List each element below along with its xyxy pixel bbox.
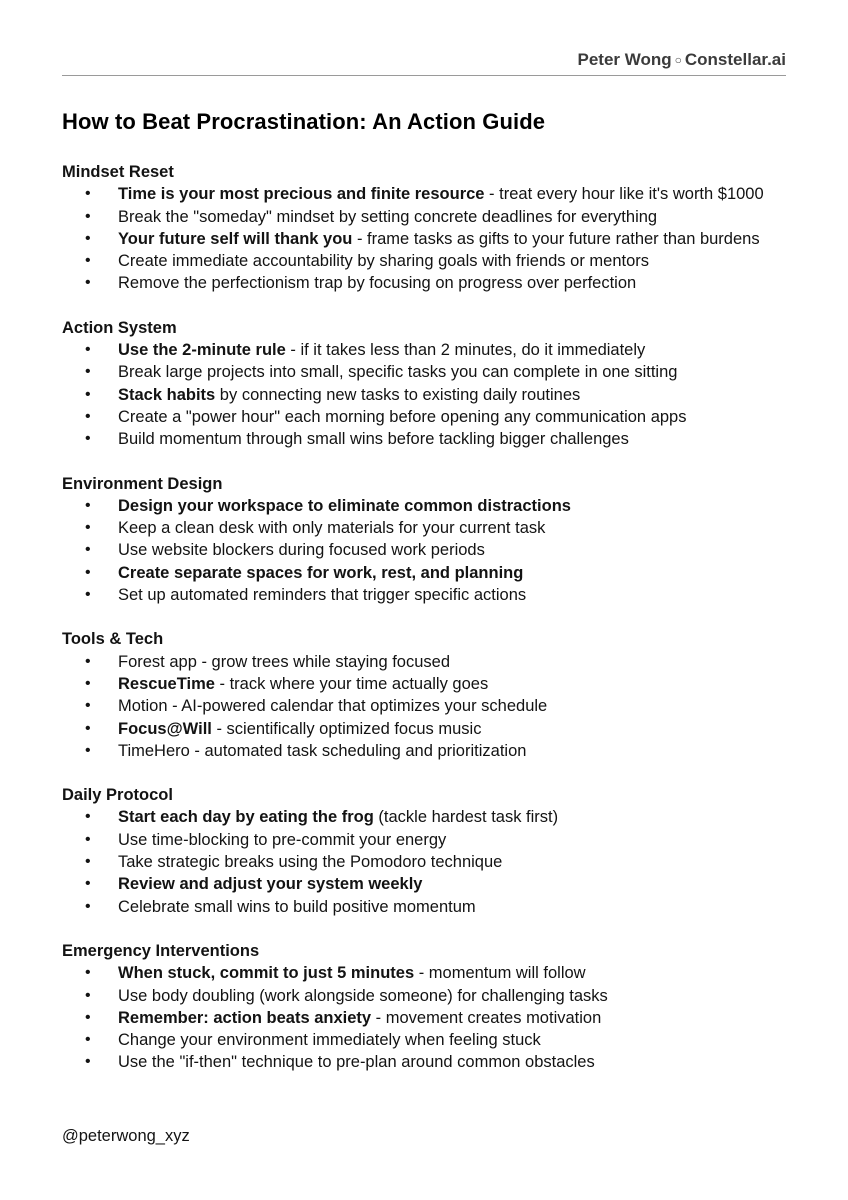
list-item [62,495,786,517]
bullet-regular-text: - treat every hour like it's worth $1000 [484,185,764,204]
section-daily-protocol [62,784,786,918]
section-heading: Mindset Reset [62,163,174,181]
list-item [62,673,786,695]
section-heading: Emergency Interventions [62,941,260,960]
bullet-list [62,183,786,294]
bullet-regular-text: - scientifically optimized focus music [211,719,482,738]
section-heading: Daily Protocol [62,786,173,805]
bullet-regular-text: Change your environment immediately when feeling stuck [118,1031,541,1050]
list-item [62,985,786,1007]
bullet-bold-text: Review and adjust your system weekly [118,875,423,894]
list-item [62,806,786,828]
list-item [62,1007,786,1029]
bullet-list [62,962,786,1073]
list-item [62,250,786,272]
list-item [62,740,786,762]
bullet-regular-text: Use body doubling (work alongside someone) for challenging tasks [118,986,608,1005]
bullet-bold-text: RescueTime [118,674,215,693]
list-item [62,873,786,895]
section-heading: Environment Design [62,474,223,493]
footer-handle: @peterwong_xyz [62,1126,190,1145]
bullet-regular-text: Use the "if-then" technique to pre-plan around common obstacles [118,1053,595,1072]
list-item [62,406,786,428]
bullet-regular-text: Create immediate accountability by sharing goals with friends or mentors [118,252,649,271]
bullet-regular-text: Use website blockers during focused work periods [118,541,485,560]
bullet-bold-text: Your future self will thank you [118,229,353,248]
list-item [62,1029,786,1051]
list-item [62,384,786,406]
bullet-bold-text: Time is your most precious and finite resource [118,185,485,204]
list-item [62,339,786,361]
bullet-regular-text: by connecting new tasks to existing daily routines [215,385,581,404]
section-heading: Action System [62,318,177,337]
section-emergency-interventions [62,940,786,1074]
list-item [62,183,786,205]
list-item [62,539,786,561]
bullet-regular-text: TimeHero - automated task scheduling and prioritization [118,741,527,760]
list-item [62,829,786,851]
bullet-regular-text: Keep a clean desk with only materials for your current task [118,519,546,538]
bullet-list [62,651,786,762]
bullet-regular-text: Create a "power hour" each morning before opening any communication apps [118,407,687,426]
bullet-bold-text: When stuck, commit to just 5 minutes [118,964,415,983]
page-title: How to Beat Procrastination: An Action Guide [62,109,546,134]
bullet-regular-text: Motion - AI-powered calendar that optimizes your schedule [118,697,548,716]
section-tools-tech [62,628,786,762]
list-item [62,272,786,294]
bullet-regular-text: - track where your time actually goes [214,674,489,693]
list-item [62,517,786,539]
bullet-regular-text: - frame tasks as gifts to your future rather than burdens [352,229,760,248]
list-item [62,718,786,740]
list-item [62,962,786,984]
bullet-bold-text: Stack habits [118,385,216,404]
byline-name: Peter Wong [577,50,672,69]
bullet-regular-text: - movement creates motivation [371,1008,602,1027]
bullet-regular-text: - momentum will follow [414,964,586,983]
bullet-regular-text: Set up automated reminders that trigger specific actions [118,586,527,605]
bullet-list [62,495,786,606]
section-environment-design [62,473,786,607]
bullet-bold-text: Use the 2-minute rule [118,341,286,360]
byline-brand: Constellar.ai [684,50,786,69]
bullet-regular-text: Build momentum through small wins before tackling bigger challenges [118,430,629,449]
bullet-bold-text: Create separate spaces for work, rest, and planning [118,563,524,582]
bullet-regular-text: Break the "someday" mindset by setting concrete deadlines for everything [118,207,658,226]
byline-separator-circle-icon: ○ [674,53,682,67]
bullet-list [62,339,786,450]
bullet-bold-text: Focus@Will [118,719,212,738]
list-item [62,206,786,228]
bullet-bold-text: Start each day by eating the frog [118,808,374,827]
bullet-list [62,806,786,917]
bullet-regular-text: Forest app - grow trees while staying focused [118,652,450,671]
section-action-system [62,317,786,451]
list-item [62,896,786,918]
list-item [62,584,786,606]
list-item [62,695,786,717]
list-item [62,228,786,250]
section-mindset-reset [62,161,786,295]
document-body [62,161,786,1074]
list-item [62,361,786,383]
list-item [62,428,786,450]
list-item [62,651,786,673]
bullet-regular-text: (tackle hardest task first) [373,808,559,827]
bullet-bold-text: Remember: action beats anxiety [118,1008,372,1027]
bullet-bold-text: Design your workspace to eliminate common distractions [118,496,571,515]
bullet-regular-text: Use time-blocking to pre-commit your energy [118,830,447,849]
bullet-regular-text: Remove the perfectionism trap by focusing on progress over perfection [118,274,637,293]
list-item [62,1051,786,1073]
list-item [62,562,786,584]
list-item [62,851,786,873]
page-header [62,0,786,76]
bullet-regular-text: Celebrate small wins to build positive momentum [118,897,476,916]
bullet-regular-text: - if it takes less than 2 minutes, do it immediately [285,341,646,360]
bullet-regular-text: Break large projects into small, specific tasks you can complete in one sitting [118,363,678,382]
bullet-regular-text: Take strategic breaks using the Pomodoro technique [118,853,503,872]
section-heading: Tools & Tech [62,630,164,649]
